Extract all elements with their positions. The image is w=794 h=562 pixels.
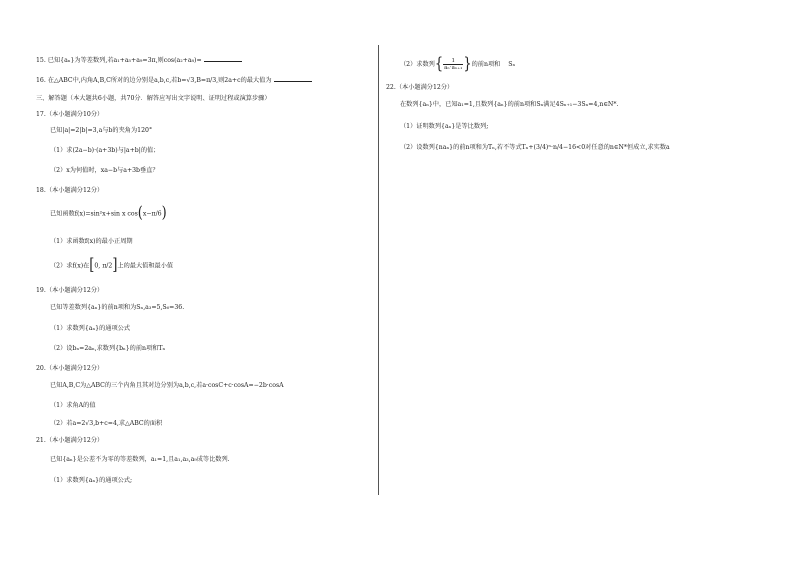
question-22-part-1: （1）证明数列{aₙ}是等比数列; <box>400 123 489 130</box>
question-19-part-1: （1）求数列{aₙ}的通项公式 <box>50 325 131 332</box>
question-20-part-1: （1）求角A的值 <box>50 402 96 409</box>
question-18-part-1: （1）求函数f(x)的最小正周期 <box>50 238 133 245</box>
question-21-part-1: （1）求数列{aₙ}的通项公式; <box>50 477 133 484</box>
question-21-part-2: （2）求数列{ $\frac{1}{\text{aₙ·aₙ₊₁}}$ }的前n项和 Sₙ <box>400 54 516 73</box>
question-19-header: 19.（本小题满分12分） <box>36 287 104 294</box>
question-16: 16. 在△ABC中,内角A,B,C所对的边分别是a,b,c,若b=√3,B=π/3,则2a+c的最大值为 <box>36 75 312 85</box>
question-22-part-2: （2）设数列{naₙ}的前n项和为Tₙ,若不等式Tₙ+(3/4)ⁿ·n/4−16<0对任意的n∈N*恒成立,求实数a <box>400 144 670 151</box>
answer-blank-16 <box>274 75 312 82</box>
question-20-stem: 已知A,B,C为△ABC的三个内角且其对边分别为a,b,c,若a·cosC+c·cosA=−2b·cosA <box>50 382 284 389</box>
question-17-stem: 已知|a|=2|b|=3,a与b的夹角为120° <box>50 127 153 134</box>
column-divider <box>378 45 379 495</box>
question-19-stem: 已知等差数列{aₙ}的前n项和为Sₙ,a₃=5,S₆=36. <box>50 304 185 311</box>
question-20-header: 20.（本小题满分12分） <box>36 365 104 372</box>
question-17-part-2: （2）x为何值时，xa−b与a+3b垂直？ <box>50 167 159 174</box>
fraction-term: $\frac{1}{\text{aₙ·aₙ₊₁}}$ <box>444 58 463 71</box>
section-3-heading: 三、解答题（本大题共6小题，共70分．解答应写出文字说明、证明过程或演算步骤） <box>36 95 271 102</box>
question-20-part-2: （2）若a=2√3,b+c=4,求△ABC的面积 <box>50 420 163 427</box>
question-15: 15. 已知{aₙ}为等差数列,若a₁+a₅+a₉=3π,则cos(a₂+a₈)= <box>36 55 242 65</box>
question-22-header: 22.（本小题满分12分） <box>386 84 454 91</box>
question-17-header: 17.（本小题满分10分） <box>36 111 104 118</box>
answer-blank-15 <box>204 55 242 62</box>
question-18-stem: 已知函数f(x)=sin²x+sin x cos(x−π/6) <box>50 204 167 223</box>
question-17-part-1: （1）求(2a−b)·(a+3b)与|a+b|的值； <box>50 147 160 154</box>
question-22-stem: 在数列{aₙ}中，已知a₁=1,且数列{aₙ}的前n项和Sₙ满足4Sₙ₊₁−3Sₙ=4,n∈N*. <box>400 101 619 108</box>
question-21-stem: 已知{aₙ}是公差不为零的等差数列，a₁=1,且a₁,a₃,a₉成等比数列. <box>50 456 230 463</box>
question-19-part-2: （2）设bₙ=2aₙ,求数列{bₙ}的前n项和Tₙ <box>50 345 166 352</box>
question-18-header: 18.（本小题满分12分） <box>36 187 104 194</box>
question-18-part-2: （2）求f(x)在[0, π/2]上的最大值和最小值 <box>50 256 174 275</box>
question-21-header: 21.（本小题满分12分） <box>36 437 104 444</box>
